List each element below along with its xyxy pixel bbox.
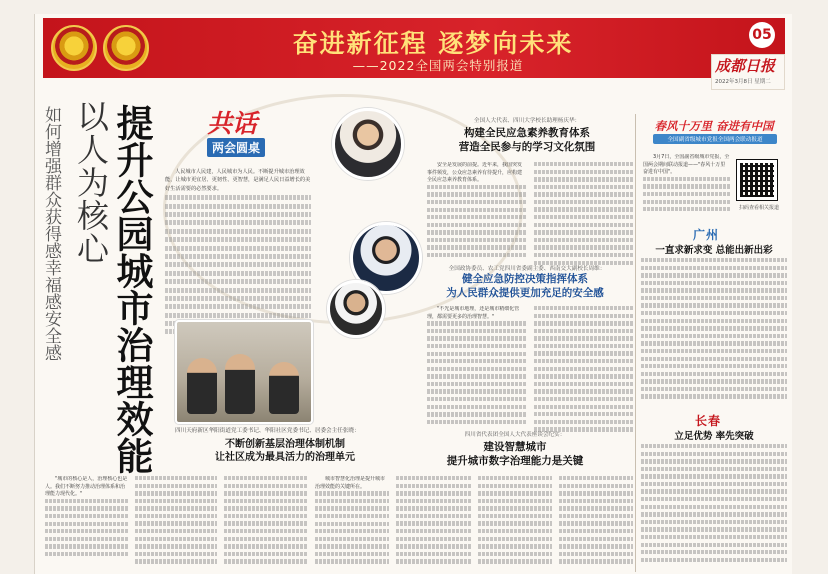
main-headline: 提升公园城市治理效能: [110, 104, 154, 474]
national-emblem-icon: [51, 25, 97, 71]
meeting-photo: [175, 320, 313, 424]
article-1-kicker: 全国人大代表、四川大学校长助理杨庆华：: [473, 118, 581, 124]
intro-text-lines: [165, 195, 311, 334]
masthead: [711, 54, 785, 90]
article-3-body: [45, 476, 307, 572]
article-4-body: [315, 476, 633, 572]
right-kicker-sub: 全国副省级城市党报全国两会联动报道: [653, 134, 777, 144]
main-intro: [165, 168, 311, 338]
article-1-body: [427, 162, 633, 266]
story-2-title: 立足优势 率先突破: [674, 431, 754, 442]
right-lead-body: [643, 154, 731, 220]
main-intro-text: 人民城市人民建，人民城市为人民。不断提升城市治理效能，让城市更宜居、更韧性、更智慧，是满足人民日益增长的美好生活需要的必然要求。: [165, 169, 311, 192]
column-label: 两会圆桌: [207, 138, 265, 157]
article-1-title-2: 营造全民参与的学习文化氛围: [458, 141, 596, 153]
right-lead: 3月7日，全国副省级城市党报，全国两会期间联动报道——"春风十万里 奋进有中国"。: [643, 154, 730, 176]
article-3-caption: 四川天府新区华阳街道党工委书记、华阳社区党委书记、居委会主任张晓：: [175, 428, 360, 434]
portrait-guest: [327, 280, 385, 338]
article-2-kicker: 全国政协委员、农工党四川省委副主委、西南交大副校长周维：: [448, 266, 606, 272]
top-banner: [43, 18, 785, 78]
banner-title: 奋进新征程 逐梦向未来: [292, 29, 574, 58]
article-1-title-1: 构建全民应急素养教育体系: [464, 127, 590, 139]
article-4-title-1: 建设智慧城市: [483, 441, 547, 453]
article-4-kicker: 四川省代表团全国人大代表座谈会纪实：: [464, 432, 566, 438]
cppcc-emblem-icon: [103, 25, 149, 71]
story-2-body: [641, 444, 787, 572]
column-title: 共话: [207, 109, 258, 138]
page-number: 05: [749, 22, 775, 48]
story-1-body: [641, 258, 787, 408]
issue-date: 2022年3月8日 星期二: [715, 79, 771, 85]
qr-code-icon[interactable]: [737, 160, 777, 200]
main-subhead: 如何增强群众获得感幸福感安全感: [41, 106, 61, 361]
article-3-lead: "城市的核心是人，治理核心也是人。我们不断努力推动治理体系和治理能力现代化。": [45, 476, 128, 498]
banner-subtitle: ——2022全国两会特别报道: [352, 58, 524, 73]
article-2-title-2: 为人民群众提供更加充足的安全感: [446, 287, 604, 299]
right-kicker: 春风十万里 奋进有中国: [654, 119, 774, 133]
article-2-title-1: 健全应急防控决策指挥体系: [462, 273, 588, 285]
article-4-title-2: 提升城市数字治理能力是关键: [446, 455, 584, 467]
article-2-body: [427, 306, 633, 436]
article-3-title-2: 让社区成为最具活力的治理单元: [215, 452, 355, 463]
main-headline-secondary: 以人为核心: [72, 100, 110, 265]
article-3-title-1: 不断创新基层治理体制机制: [225, 439, 345, 450]
story-2-city: 长春: [695, 414, 722, 428]
paper-logo: 成都日报: [715, 57, 776, 75]
article-1-lead: 安全是发展的前提。近年来，我国突发事件频发，公众应急素养有待提升，应构建全民应急素养教育体系。: [427, 162, 523, 184]
column-divider: [635, 114, 636, 572]
portrait-yang-qinghua: [332, 108, 404, 180]
article-4-lead: 城市智慧化治理是提升城市治理效能的关键所在。: [315, 476, 386, 490]
story-1-title: 一直求新求变 总能出新出彩: [655, 245, 773, 256]
article-2-lead: "不光是城市地理，还是城市精细化管理，都需要更多的治理智慧。": [427, 306, 520, 320]
story-1-city: 广州: [693, 228, 720, 242]
newspaper-page: [34, 14, 792, 574]
qr-caption: 扫码查看相关报道: [738, 205, 779, 211]
